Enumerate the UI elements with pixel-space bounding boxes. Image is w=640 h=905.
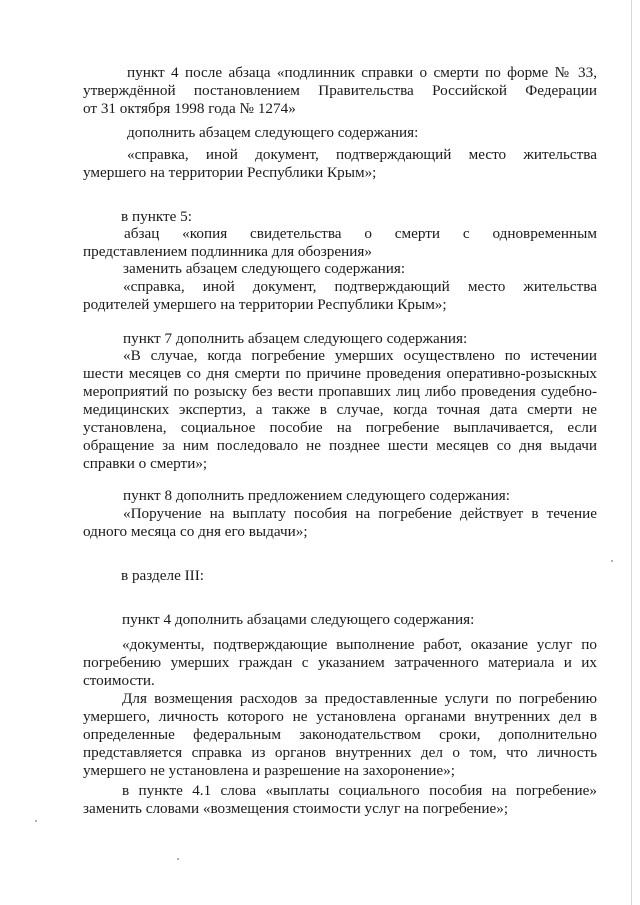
text-line: пункт 8 дополнить предложением следующего содержания: bbox=[123, 487, 510, 504]
text-line: обращение за ним последовало не позднее шести месяцев со дня выдачи bbox=[83, 437, 597, 454]
text-line: абзац «копия свидетельства о смерти с одновременным bbox=[124, 225, 597, 242]
text-line: умершего, личность которого не установлена органами внутренних дел в bbox=[83, 708, 597, 725]
text-line: в разделе III: bbox=[121, 567, 205, 584]
text-line: в пункте 4.1 слова «выплаты социального пособия на погребение» bbox=[122, 782, 597, 799]
text-line: справки о смерти»; bbox=[83, 455, 208, 472]
text-line: «документы, подтверждающие выполнение работ, оказание услуг по bbox=[122, 636, 597, 653]
text-line: утверждённой постановлением Правительства Российской Федерации bbox=[83, 82, 597, 99]
text-line: определенные федеральным законодательством сроки, дополнительно bbox=[83, 726, 597, 743]
text-line: от 31 октября 1998 года № 1274» bbox=[83, 100, 296, 117]
text-line: заменить словами «возмещения стоимости услуг на погребение»; bbox=[83, 800, 509, 817]
text-line: заменить абзацем следующего содержания: bbox=[123, 260, 406, 277]
text-line: медицинских экспертиз, а также в случае, когда точная дата смерти не bbox=[83, 401, 597, 418]
text-line: стоимости. bbox=[83, 672, 155, 689]
text-line: пункт 4 дополнить абзацами следующего содержания: bbox=[122, 611, 475, 628]
text-line: шести месяцев со дня смерти по причине проведения оперативно-розыскных bbox=[83, 365, 597, 382]
text-line: мероприятий по розыску без вести пропавших лиц либо проведения судебно- bbox=[83, 383, 597, 400]
text-line: установлена, социальное пособие на погребение выплачивается, если bbox=[83, 419, 597, 436]
text-line: «справка, иной документ, подтверждающий место жительства bbox=[127, 146, 597, 163]
text-line: родителей умершего на территории Республики Крым»; bbox=[83, 296, 447, 313]
text-line: одного месяца со дня его выдачи»; bbox=[83, 523, 308, 540]
text-line: представлением подлинника для обозрения» bbox=[83, 243, 372, 260]
text-line: «справка, иной документ, подтверждающий место жительства bbox=[123, 278, 597, 295]
text-line: умершего не установлена и разрешение на захоронение»; bbox=[83, 762, 455, 779]
text-line: в пункте 5: bbox=[121, 208, 192, 225]
scan-speck bbox=[177, 858, 179, 860]
scan-speck bbox=[611, 560, 613, 562]
text-line: пункт 7 дополнить абзацем следующего содержания: bbox=[123, 330, 468, 347]
text-line: умершего на территории Республики Крым»; bbox=[83, 164, 377, 181]
scan-speck bbox=[35, 820, 37, 822]
text-line: «Поручение на выплату пособия на погребение действует в течение bbox=[123, 505, 597, 522]
text-line: «В случае, когда погребение умерших осуществлено по истечении bbox=[123, 347, 597, 364]
text-line: дополнить абзацем следующего содержания: bbox=[127, 124, 419, 141]
scan-edge-line bbox=[631, 0, 632, 905]
text-line: Для возмещения расходов за предоставленные услуги по погребению bbox=[122, 690, 597, 707]
text-line: пункт 4 после абзаца «подлинник справки о смерти по форме № 33, bbox=[127, 64, 597, 81]
text-line: погребению умерших граждан с указанием затраченного материала и их bbox=[83, 654, 597, 671]
text-line: представляется справка из органов внутренних дел о том, что личность bbox=[83, 744, 597, 761]
